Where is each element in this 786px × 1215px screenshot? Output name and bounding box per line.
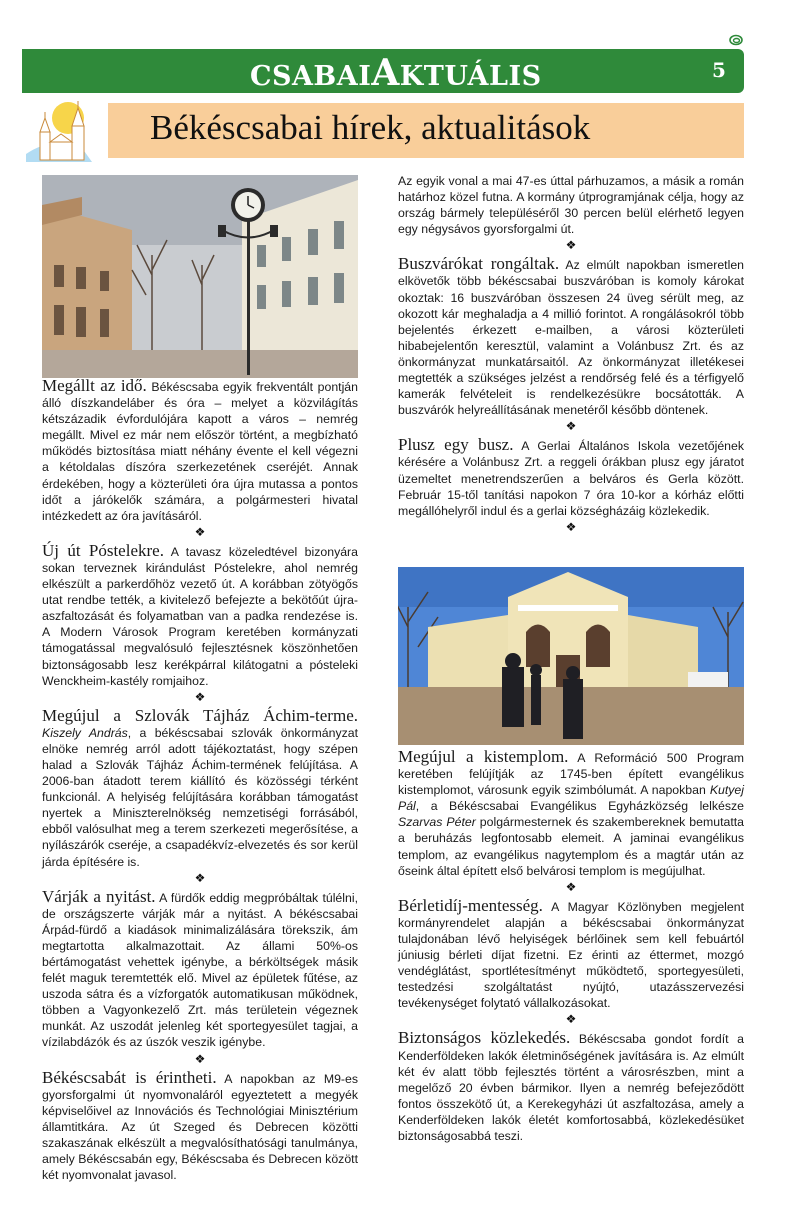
article-title: Megújul a Szlovák Tájház Áchim-terme. bbox=[42, 705, 358, 725]
article-body: A tavasz közeledtével bizonyára sokan terveznek kirándulást Póstelekre, ahol nemrég elkészült a parkerdőhöz vezető út. A korábban zötyögős utat rendbe tették, a kivitelező befejezte a bekötőút újra-aszfaltozását és folyamatban van a padka rendezése is. A Modern Városok Program keretében kormányzati támogatással megvalósuló fejlesztésnek köszönhetően biztonságosabb lesz kerékpárral kilátogatni a pósteleki Wenckheim-kastély romjaihoz. bbox=[42, 544, 358, 688]
article-body: A Magyar Közlönyben megjelent kormányrendelet alapján a békéscsabai önkormányzat tulajdonában lévő helyiségek bérlőinek sem kell febuártól júniusig bérleti díjat fizetni. Ez érinti az éttermet, mozgó vendéglátást, sportlétesítményt működtető, sportegyesületi, testedzési szolgáltatást nyújtó, utazásszervezési tevékenységet folytató vállalkozásokat. bbox=[398, 899, 744, 1011]
magazine-title-part2: KTUÁLIS bbox=[399, 61, 542, 92]
article-buszvarokat-rongaltak bbox=[398, 256, 744, 418]
separator-ornament: ❖ bbox=[565, 519, 577, 534]
article-title: Várják a nyitást. bbox=[42, 886, 156, 906]
article-body: Békéscsaba egyik frekventált pontján álló díszkandeláber és óra – melyet a közvilágítás kétszázadik évfordulójára kapott a város – nemrég megállt. Mivel ez már nem először történt, a megbízható működés biztosítása miatt néhány évente el kell végezni a kétoldalas díszóra szerkezetének cseréjét. Annak érdekében, hogy a közterületi óra újra mutassa a pontos időt a járókelők számára, a polgármesteri hivatal intézkedett az óra javításáról. bbox=[42, 380, 358, 523]
article-biztonsagos-kozlekedes bbox=[398, 1030, 744, 1144]
lutheran-church-photo bbox=[398, 567, 744, 745]
street-clock-photo bbox=[42, 175, 358, 378]
article-title: Új út Póstelekre. bbox=[42, 540, 164, 560]
magazine-title bbox=[250, 52, 542, 94]
separator-ornament: ❖ bbox=[565, 1012, 577, 1027]
separator-ornament: ❖ bbox=[194, 1051, 206, 1066]
separator-ornament: ❖ bbox=[565, 879, 577, 894]
article-person-name: Kutyej Pál bbox=[398, 783, 744, 814]
right-column-bottom bbox=[398, 749, 744, 1144]
article-title: Buszvárókat rongáltak. bbox=[398, 254, 560, 274]
article-uj-ut-postelekre bbox=[42, 540, 358, 689]
article-body: Az egyik vonal a mai 47-es úttal párhuzamos, a másik a román határhoz közel futna. A kormány útprogramjának célja, hogy az ország bármely településéről 30 percen belül elérhető legyen egy négysávos gyorsforgalmi út. bbox=[398, 174, 744, 237]
separator-ornament: ❖ bbox=[565, 238, 577, 253]
article-title: Megújul a kistemplom. bbox=[398, 747, 569, 766]
article-varjak-a-nyitast bbox=[42, 886, 358, 1051]
article-body: , a Békéscsabai Evangélikus Egyházközség lelkésze bbox=[415, 799, 744, 814]
article-title: Plusz egy busz. bbox=[398, 435, 514, 455]
article-bekescsabat-is-erintheti bbox=[42, 1067, 358, 1184]
article-body: polgármesternek és szakembereknek bemutatta a beruházás legfontosabb elemeit. A jaminai evangélikus templom, az evangélikus nagytemplom és a magtár után az őseink által épített első belvárosi templom is megújulhat. bbox=[398, 815, 744, 878]
article-megallt-az-ido bbox=[42, 378, 358, 524]
section-title: Békéscsabai hírek, aktualitások bbox=[150, 108, 591, 147]
article-person-name: Szarvas Péter bbox=[398, 815, 476, 830]
article-body: , a békéscsabai szlovák önkormányzat elnöke nemrég arról adott tájékoztatást, hogy szépen halad a Szlovák Tájház Áchim-termének felújítása. A 2006-ban átadott terem kiállító és közösségi térként funkcionál. A helyiség felújítására korábban támogatást nyertek a Miniszterelnökség nemzetiségi forrásából, ebből valósulhat meg a terem szerkezeti megerősítése, a nyílászárók cseréje, a csapadékvíz-elvezetés és sor kerül járda építésére is. bbox=[42, 725, 358, 869]
article-body: A Gerlai Általános Iskola vezetőjének kérésére a Volánbusz Zrt. a reggeli órákban plusz egy járatot üzemeltet menetrendszerűen a belváros és Gerla között. Február 15-től tanítási napokon 7 óra 10-kor a kórház előtti megállóhelyről indul és a gerlai községházáig közlekedik. bbox=[398, 439, 744, 518]
separator-ornament: ❖ bbox=[194, 689, 206, 704]
article-berletidij-mentesseg bbox=[398, 895, 744, 1012]
article-person-name: Kiszely András bbox=[42, 725, 128, 740]
separator-ornament: ❖ bbox=[565, 419, 577, 434]
article-title: Megállt az idő. bbox=[42, 376, 147, 395]
city-church-logo-icon bbox=[22, 96, 118, 166]
separator-ornament: ❖ bbox=[194, 524, 206, 539]
separator-ornament: ❖ bbox=[194, 870, 206, 885]
left-column bbox=[42, 378, 358, 1183]
article-title: Biztonságos közlekedés. bbox=[398, 1028, 571, 1048]
swirl-ornament-icon bbox=[729, 34, 743, 46]
article-title: Bérletidíj-mentesség. bbox=[398, 895, 543, 915]
article-plusz-egy-busz bbox=[398, 437, 744, 518]
article-body: Az elmúlt napokban ismeretlen elkövetők több békéscsabai buszváróban is komoly károkat okoztak: 16 buszváróban összesen 24 üveg sérült meg, az okozott kár meghaladja a 4 millió forintot. A rongálásokról több bejelentés érkezett e-mailben, a városi közterületi hibabejelentőn keresztül, valamint a Volánbusz Zrt. és az önkormányzat munkatársaitól. Az önkormányzat illetékesei megtették a szükséges jelzést a rendőrség felé és a térfigyelő kamerák felvételeit is rendelkezésükre bocsátották. A buszvárók helyreállításának menetéről később döntenek. bbox=[398, 258, 744, 418]
article-megujul-a-kistemplom bbox=[398, 749, 744, 879]
magazine-title-initial: A bbox=[371, 52, 400, 94]
article-title: Békéscsabát is érintheti. bbox=[42, 1067, 217, 1087]
page-number: 5 bbox=[712, 58, 726, 82]
right-column-top bbox=[398, 173, 744, 538]
article-body: A Reformáció 500 Program keretében felújítják az 1745-ben épített evangélikus kistemplomot, városunk egyik szimbólumát. A napokban bbox=[398, 751, 744, 798]
article-body: A fürdők eddig megpróbáltak túlélni, de országszerte várják már a nyitást. A békéscsabai Árpád-fürdő a kiadások minimalizálására törekszik, ám megtartotta alkalmazottait. Az állami 50%-os bértámogatást vehettek igénybe, a bérköltségek másik felét maguk teremtették elő. Mivel az épületek fűtése, az uszoda sátra és a vízforgatók automatikusan működnek, többen a Vagyonkezelő Zrt. más területein végeznek munkát. Az uszodát jelenleg két sportegyesület tagjai, a vízilabdázók és az úszók veszik igénybe. bbox=[42, 890, 358, 1050]
article-body: Békéscsaba gondot fordít a Kenderföldeken lakók életminőségének javítására is. Az elmúlt két év alatt több fejlesztés történt a városrészben, mint a megelőző 20 évben bármikor. Ilyen a nemrég befejeződött fontos összekötő út, a Kerekegyházi út aszfaltozása, amely a Kenderföldeken lakók életét komfortosabbá, közlekedésüket biztonságosabbá teszi. bbox=[398, 1032, 744, 1143]
article-continuation bbox=[398, 173, 744, 237]
magazine-title-part1: CSABAI bbox=[250, 61, 372, 92]
article-szlovak-tajhaz bbox=[42, 705, 358, 870]
article-body: A napokban az M9-es gyorsforgalmi út nyomvonaláról egyeztetett a megyék képviselőivel az Innovációs és Technológiai Minisztérium államtitkára. Az út Szeged és Debrecen közötti szakaszának elkészült a megvalósíthatósági tanulmánya, amely Békéscsabán egy, Békéscsaba és Debrecen között két nyomvonalat javasol. bbox=[42, 1071, 358, 1183]
